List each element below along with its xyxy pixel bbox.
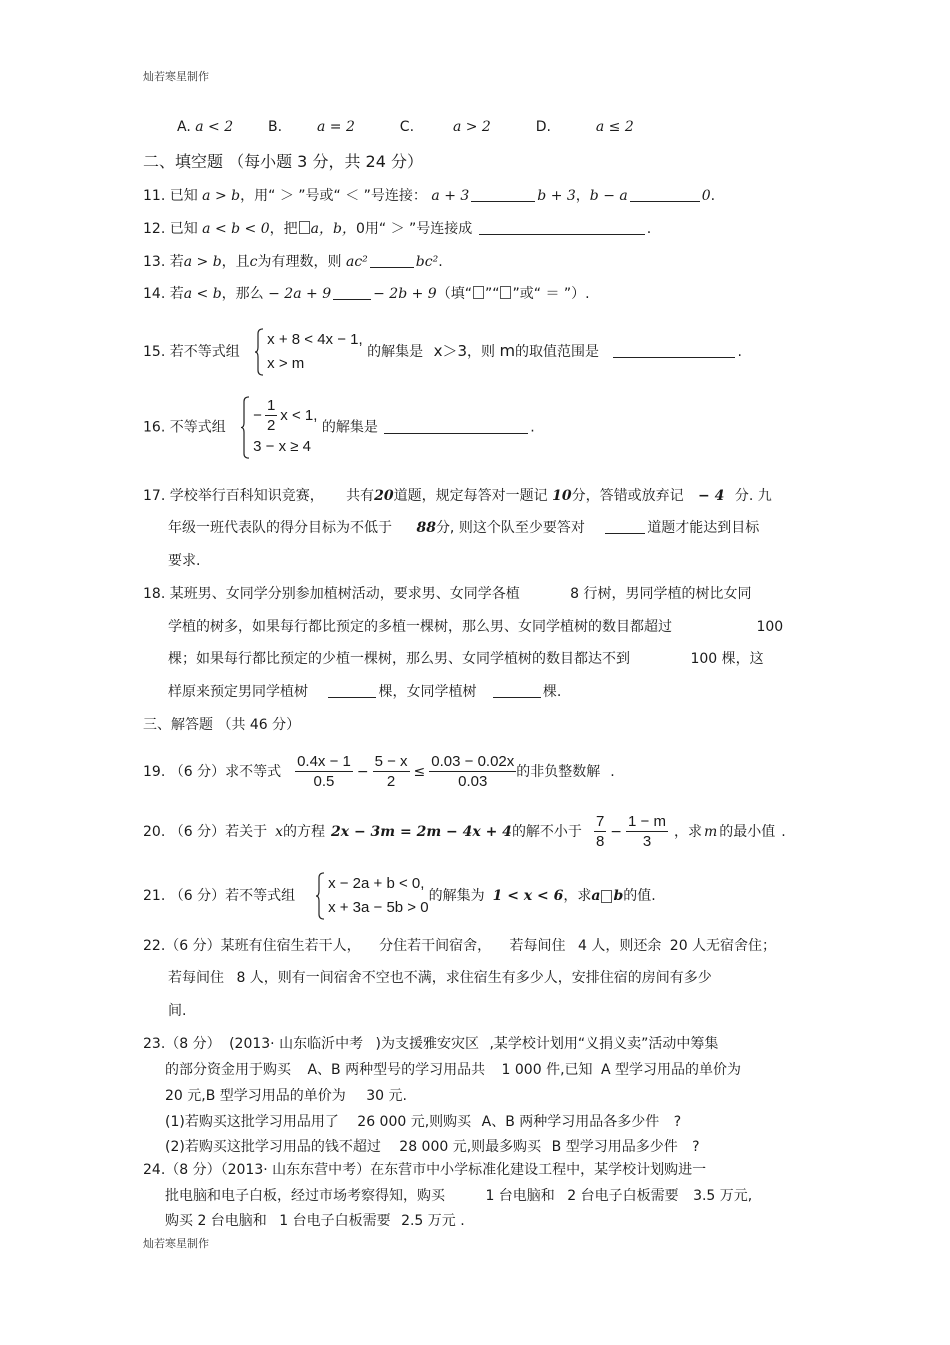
option-c-expr: a > 2 xyxy=(452,119,491,135)
q23-text-5a: (2)若购买这批学习用品的钱不超过 xyxy=(165,1139,381,1155)
q17-text-1a: 17. 学校举行百科知识竞赛， xyxy=(143,488,324,504)
watermark-top: 灿若寒星制作 xyxy=(143,70,209,83)
q19-f2-den: 2 xyxy=(386,773,396,790)
q13-text-1: ，且 xyxy=(221,254,250,270)
q21-line-1: x − 2a + b < 0, xyxy=(328,875,425,892)
question-24-line-3 xyxy=(165,1211,465,1231)
q19-op-1: − xyxy=(356,763,369,780)
question-18-line-3 xyxy=(168,649,764,669)
q20-math-3: m xyxy=(703,823,718,840)
question-12 xyxy=(143,219,651,239)
q21-text-1: 的解集为 xyxy=(428,888,485,904)
option-d-expr: a ≤ 2 xyxy=(595,119,634,135)
watermark-bottom: 灿若寒星制作 xyxy=(143,1237,209,1250)
q11-text-1: ，用“ ＞ ”号或“ ＜ ”号连接： xyxy=(240,188,427,204)
q16-fraction xyxy=(265,396,277,435)
q16-blank[interactable] xyxy=(384,419,528,434)
q14-text-3: ”“ xyxy=(484,286,500,302)
question-15 xyxy=(143,328,742,376)
q14-blank[interactable] xyxy=(333,285,371,300)
q16-text-1: 的解集是 xyxy=(321,419,378,436)
q22-text-2b: 8 人，则有一间宿舍不空也不满，求住宿生有多少人，安排住宿的房间有多少 xyxy=(236,970,712,986)
q13-pre: 13. 若 xyxy=(143,254,184,270)
q20-fraction-1 xyxy=(594,812,606,851)
q14-math-1: a < b xyxy=(183,286,222,302)
question-18-line-1 xyxy=(143,584,752,604)
q17-text-2c: 道题才能达到目标 xyxy=(647,520,760,536)
question-23-line-2 xyxy=(165,1060,741,1080)
q22-text-1d: 4 人，则还余 xyxy=(577,938,662,954)
q20-end: . xyxy=(781,823,786,840)
question-20 xyxy=(143,812,786,851)
q12-pre: 12. 已知 xyxy=(143,221,198,237)
placeholder-glyph xyxy=(601,890,612,903)
q17-text-2b: 分, 则这个队至少要答对 xyxy=(435,520,585,536)
q24-text-3c: 2.5 万元 . xyxy=(401,1213,465,1229)
q11-end: . xyxy=(710,188,716,204)
q13-math-4: bc² xyxy=(415,254,439,270)
q20-text-1: 的方程 xyxy=(282,823,325,840)
q17-text-2a: 年级一班代表队的得分目标为不低于 xyxy=(168,520,392,536)
q19-f1-num: 0.4x − 1 xyxy=(297,753,351,770)
q13-math-3: ac² xyxy=(345,254,368,270)
q21-line-2: x + 3a − 5b > 0 xyxy=(328,899,429,916)
q18-text-2a: 学植的树多，如果每行都比预定的多植一棵树，那么男、女同学植树的数目都超过 xyxy=(168,619,672,635)
placeholder-glyph xyxy=(299,221,310,234)
q17-text-1e: 分. 九 xyxy=(734,488,772,504)
q22-text-1c: 若每间住 xyxy=(509,938,566,954)
q18-blank-1[interactable] xyxy=(328,683,376,698)
question-21 xyxy=(143,872,656,920)
q21-text-3: 的值. xyxy=(623,888,656,904)
question-18-line-2 xyxy=(168,617,783,637)
q11-blank-1[interactable] xyxy=(471,187,535,202)
q22-text-2a: 若每间住 xyxy=(168,970,224,986)
q10-options xyxy=(177,117,634,137)
q19-f1-den: 0.5 xyxy=(313,773,335,790)
q14-text-2: （填“ xyxy=(436,286,472,302)
q17-math-3: − 4 xyxy=(698,488,725,504)
question-22-line-3: 间. xyxy=(168,1003,187,1019)
q11-math-4: b − a xyxy=(589,188,628,204)
q19-fraction-2 xyxy=(373,752,410,791)
q13-blank[interactable] xyxy=(370,253,414,268)
q18-text-1a: 18. 某班男、女同学分别参加植树活动，要求男、女同学各植 xyxy=(143,586,520,602)
q19-f2-num: 5 − x xyxy=(374,753,408,770)
q15-line-2: x > m xyxy=(267,355,305,372)
q17-math-2: 10 xyxy=(552,488,572,504)
q23-text-2a: 的部分资金用于购买 xyxy=(165,1062,291,1078)
q15-end: . xyxy=(737,344,742,360)
option-b-expr: a = 2 xyxy=(317,119,355,135)
q20-math-2: 2x − 3m = 2m − 4x + 4 xyxy=(330,823,512,840)
placeholder-glyph xyxy=(500,286,511,299)
q23-text-2d: A 型学习用品的单价为 xyxy=(600,1062,742,1078)
q19-f3-num: 0.03 − 0.02x xyxy=(431,753,515,770)
q23-text-3a: 20 元,B 型学习用品的单价为 xyxy=(165,1088,346,1104)
q14-text-4: ”或“ ＝ ”）. xyxy=(512,286,590,302)
q24-text-3a: 购买 2 台电脑和 xyxy=(165,1213,267,1229)
q23-text-4d: ? xyxy=(673,1114,682,1130)
q24-text-2a: 批电脑和电子白板，经过市场考察得知，购买 xyxy=(165,1188,445,1204)
q13-end: . xyxy=(438,254,443,270)
q20-f1-num: 7 xyxy=(595,813,605,830)
q16-pre: 16. 不等式组 xyxy=(143,419,226,436)
q20-text-3: ，求 xyxy=(673,823,702,840)
q20-f2-num: 1 − m xyxy=(628,813,666,830)
question-19 xyxy=(143,752,615,791)
q23-text-4a: (1)若购买这批学习用品用了 xyxy=(165,1114,339,1130)
q15-line-1: x + 8 < 4x − 1, xyxy=(267,331,363,348)
q11-math-1: a > b xyxy=(202,188,241,204)
brace-icon xyxy=(254,328,264,376)
q15-pre: 15. 若不等式组 xyxy=(143,344,240,360)
q14-math-3: − 2b + 9 xyxy=(373,286,437,302)
q23-text-5c: B 型学习用品多少件 xyxy=(551,1139,678,1155)
question-13 xyxy=(143,252,443,272)
q13-text-2: 为有理数，则 xyxy=(257,254,342,270)
q18-text-2b: 100 xyxy=(756,619,784,635)
q24-text-2c: 2 台电子白板需要 xyxy=(567,1188,679,1204)
option-c-label: C. xyxy=(399,119,415,135)
q11-pre: 11. 已知 xyxy=(143,188,198,204)
q16-line-1: x < 1, xyxy=(280,406,318,424)
brace-icon xyxy=(315,872,325,920)
question-17-line-1 xyxy=(143,486,772,506)
q17-math-4: 88 xyxy=(416,520,436,536)
q23-text-2b: A、B 两种型号的学习用品共 xyxy=(307,1062,486,1078)
q19-post: 的非负整数解 xyxy=(516,763,601,780)
placeholder-glyph xyxy=(473,286,484,299)
q21-math-3: b xyxy=(613,888,624,904)
q22-text-1e: 20 人无宿舍住； xyxy=(669,938,777,954)
q11-blank-2[interactable] xyxy=(630,187,700,202)
option-b-label: B. xyxy=(268,119,283,135)
q15-math-1: x＞3 xyxy=(433,342,467,360)
q12-end: . xyxy=(646,221,652,237)
q12-text-1: ，把 xyxy=(269,221,298,237)
q14-text-1: ，那么 xyxy=(221,286,264,302)
q11-math-2: a + 3 xyxy=(431,188,470,204)
q24-text-2b: 1 台电脑和 xyxy=(485,1188,555,1204)
q23-text-3b: 30 元. xyxy=(366,1088,407,1104)
q20-fraction-2 xyxy=(626,812,668,851)
question-24-line-1: 24.（8 分）（2013· 山东东营中考）在东营市中小学标准化建设工程中，某学校计划购进一 xyxy=(143,1162,707,1178)
q22-text-1a: 22.（6 分）某班有住宿生若干人， xyxy=(143,938,361,954)
q20-math-1: x xyxy=(275,823,283,840)
option-a-expr: a < 2 xyxy=(195,119,234,135)
question-23-line-3 xyxy=(165,1086,407,1106)
q23-text-1c: )为支援雅安灾区 xyxy=(375,1036,479,1052)
question-23-line-1 xyxy=(143,1034,718,1054)
q17-blank[interactable] xyxy=(605,519,645,534)
q23-text-5d: ? xyxy=(692,1139,700,1155)
q20-pre: 20. （6 分）若关于 xyxy=(143,823,268,840)
q18-text-4b: 棵，女同学植树 xyxy=(378,684,477,700)
question-11 xyxy=(143,186,715,206)
q18-text-4a: 样原来预定男同学植树 xyxy=(168,684,308,700)
q15-blank[interactable] xyxy=(613,343,735,358)
question-23-line-4 xyxy=(165,1112,681,1132)
q19-fraction-1 xyxy=(295,752,353,791)
question-17-line-3: 要求. xyxy=(168,553,201,569)
question-22-line-1 xyxy=(143,936,776,956)
q16-system xyxy=(240,396,317,459)
q13-math-1: a > b xyxy=(183,254,222,270)
question-18-line-4 xyxy=(168,682,561,702)
brace-icon xyxy=(240,396,250,459)
q11-math-5: 0 xyxy=(701,188,711,204)
q23-text-4b: 26 000 元,则购买 xyxy=(357,1114,472,1130)
q17-text-1c: 道题，规定每答对一题记 xyxy=(393,488,548,504)
q16-minus: − xyxy=(253,406,262,424)
q22-text-1b: 分住若干间宿舍， xyxy=(379,938,492,954)
q12-math-2: a，b， xyxy=(310,221,356,237)
q20-op: − xyxy=(610,823,623,840)
q15-system xyxy=(254,328,362,376)
q18-text-1b: 8 行树，男同学植的树比女同 xyxy=(570,586,752,602)
section-3-title: 三、解答题 （共 46 分） xyxy=(143,717,301,733)
q16-frac-num: 1 xyxy=(266,397,276,414)
q17-math-1: 20 xyxy=(374,488,394,504)
question-17-line-2 xyxy=(168,518,759,538)
q11-text-2: ， xyxy=(575,188,590,204)
q18-text-3b: 100 棵，这 xyxy=(690,651,764,667)
q15-text-3: 的取值范围是 xyxy=(515,344,600,360)
q21-text-2: ，求 xyxy=(563,888,592,904)
q17-text-1b: 共有 xyxy=(346,488,375,504)
section-2-title: 二、填空题 （每小题 3 分，共 24 分） xyxy=(143,152,423,171)
q18-text-4c: 棵. xyxy=(542,684,562,700)
question-14 xyxy=(143,284,590,304)
q20-f2-den: 3 xyxy=(642,833,652,850)
q19-op-2: ≤ xyxy=(413,763,426,780)
q15-math-2: m xyxy=(499,341,516,360)
q21-math-2: a xyxy=(591,888,601,904)
question-23-line-5 xyxy=(165,1137,700,1157)
q19-fraction-3 xyxy=(429,752,516,791)
q18-blank-2[interactable] xyxy=(493,683,541,698)
q23-text-2c: 1 000 件,已知 xyxy=(501,1062,593,1078)
q21-math-1: 1 < x < 6 xyxy=(492,888,564,904)
option-a-label: A. xyxy=(177,119,191,135)
q15-text-2: ，则 xyxy=(466,344,495,360)
q16-frac-den: 2 xyxy=(266,417,276,434)
q11-math-3: b + 3 xyxy=(537,188,576,204)
q12-blank[interactable] xyxy=(479,220,645,235)
q20-f1-den: 8 xyxy=(595,833,605,850)
q23-text-1b: (2013· 山东临沂中考 xyxy=(229,1036,364,1052)
q12-math-1: a < b < 0 xyxy=(202,221,270,237)
q16-end: . xyxy=(530,419,535,436)
q14-pre: 14. 若 xyxy=(143,286,184,302)
q20-text-2: 的解不小于 xyxy=(511,823,582,840)
q23-text-1d: ,某学校计划用“义捐义卖”活动中筹集 xyxy=(489,1036,719,1052)
q13-math-2: c xyxy=(249,254,258,270)
question-24-line-2 xyxy=(165,1186,752,1206)
q23-text-5b: 28 000 元,则最多购买 xyxy=(399,1139,542,1155)
q16-line-2: 3 − x ≥ 4 xyxy=(253,438,312,455)
q21-system xyxy=(315,872,429,920)
q20-text-4: 的最小值 xyxy=(719,823,776,840)
q23-text-4c: A、B 两种学习用品各多少件 xyxy=(481,1114,660,1130)
q21-pre: 21. （6 分）若不等式组 xyxy=(143,888,296,904)
q24-text-3b: 1 台电子白板需要 xyxy=(279,1213,391,1229)
q17-text-1d: 分，答错或放弃记 xyxy=(571,488,684,504)
q18-text-3a: 棵；如果每行都比预定的少植一棵树，那么男、女同学植树的数目都达不到 xyxy=(168,651,630,667)
q19-end: . xyxy=(610,763,615,780)
q19-pre: 19. （6 分）求不等式 xyxy=(143,763,282,780)
q19-f3-den: 0.03 xyxy=(458,773,488,790)
q12-text-2: 0用“ ＞ ”号连接成 xyxy=(355,221,473,237)
q15-text-1: 的解集是 xyxy=(367,344,424,360)
question-16 xyxy=(143,396,535,459)
q23-text-1a: 23.（8 分） xyxy=(143,1036,221,1052)
q24-text-2d: 3.5 万元, xyxy=(693,1188,753,1204)
question-22-line-2 xyxy=(168,968,712,988)
q14-math-2: − 2a + 9 xyxy=(268,286,332,302)
option-d-label: D. xyxy=(535,119,551,135)
